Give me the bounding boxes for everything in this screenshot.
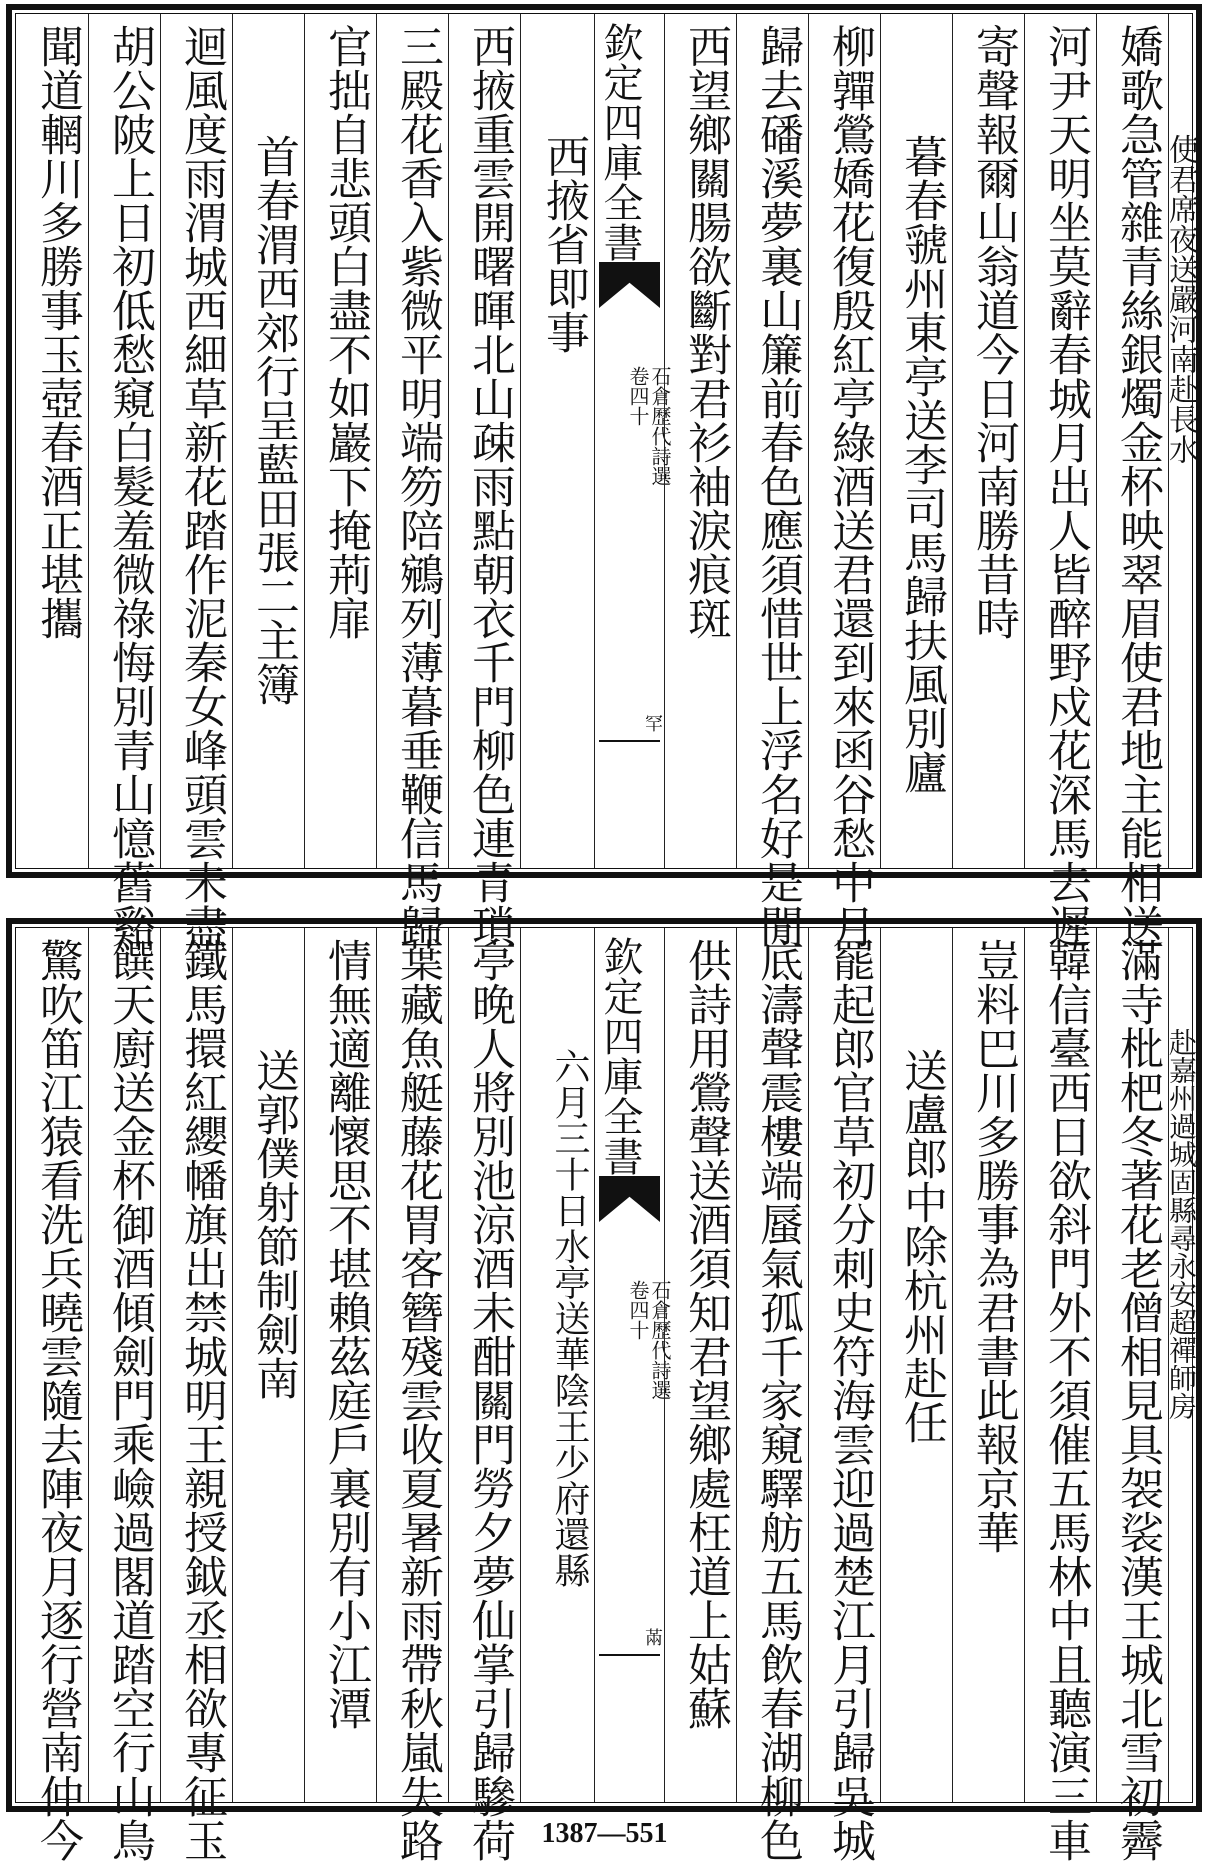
book-subtitle: 石倉歷代詩選 [648,366,672,486]
verse-line: 歸去磻溪夢裏山簾前春色應須惜世上浮名好是閒 [752,24,803,948]
text-column [880,928,952,1802]
fish-tail-mark [599,1176,660,1222]
text-column [520,928,594,1802]
top-page-frame [15,13,1198,948]
text-column [952,14,1024,868]
text-column [160,928,232,1862]
verse-line: 罷起郎官草初分刺史符海雲迎過楚江月引歸吳城 [824,938,875,1862]
verse-line: 三殿花香入紫微平明端笏陪鵷列薄暮垂鞭信馬歸 [392,24,443,948]
poem-title: 送盧郎中除杭州赴任 [896,1048,947,1444]
verse-line: 柳嚲鶯嬌花復殷紅亭綠酒送君還到來函谷愁中月 [824,24,875,948]
text-column [808,14,880,948]
text-column [160,14,232,948]
text-column [448,928,520,1862]
folio-number: 罕 [642,714,663,732]
poem-title: 送郭僕射節制劍南 [248,1048,299,1400]
verse-line: 葉藏魚艇藤花胃客簪殘雲收夏暑新雨帶秋嵐失路 [392,938,443,1862]
text-column [88,14,160,948]
page-number: 1387—551 [541,1818,668,1849]
juan-label: 卷四十 [626,1280,650,1340]
verse-line: 迴風度雨渭城西細草新花踏作泥秦女峰頭雲未盡 [176,24,227,948]
poem-title: 暮春虢州東亭送李司馬歸扶風別廬 [896,134,947,794]
text-column [16,14,88,868]
text-column [1024,928,1096,1862]
verse-line: 聞道輞川多勝事玉壺春酒正堪攜 [32,24,83,640]
verse-line: 河尹天明坐莫辭春城月出人皆醉野戍花深馬去遲 [1040,24,1091,948]
center-spine [594,928,672,1802]
verse-line: 寄聲報爾山翁道今日河南勝昔時 [968,24,1019,640]
poem-title: 赴嘉州過城固縣尋永安超禪師房 [1165,1028,1198,1420]
text-column [952,928,1024,1802]
text-column [1163,14,1202,868]
text-column [880,14,952,868]
verse-line: 供詩用鶯聲送酒須知君望鄉處枉道上姑蘇 [680,938,731,1730]
text-column [304,14,376,868]
verse-line: 嬌歌急管雜青絲銀燭金杯映翠眉使君地主能相送 [1112,24,1163,948]
fish-tail-line [599,740,660,742]
verse-line: 鐵馬擐紅纓幡旗出禁城明王親授鉞丞相欲專征玉 [176,938,227,1862]
folio-number: 㒼 [642,1628,663,1646]
poem-title: 使君席夜送嚴河南赴長水 [1163,134,1198,464]
verse-line: 胡公陂上日初低愁窺白髮羞微祿悔別青山憶舊谿 [104,24,155,948]
verse-line: 豈料巴川多勝事為君書此報京華 [968,938,1019,1554]
fish-tail-line [599,1654,660,1656]
poem-title: 西掖省即事 [538,134,589,354]
verse-line: 西望鄉關腸欲斷對君衫袖淚痕斑 [680,24,731,640]
poem-title: 六月三十日水亭送華陰王少府還縣 [549,1048,590,1588]
book-subtitle: 石倉歷代詩選 [648,1280,672,1400]
text-column [736,928,808,1862]
text-column [376,14,448,948]
fish-tail-mark [599,262,660,308]
text-column [232,928,304,1802]
text-column [304,928,376,1802]
book-title: 欽定四庫全書 [597,22,643,262]
juan-label: 卷四十 [626,366,650,426]
verse-line: 驚吹笛江猿看洗兵曉雲隨去陣夜月逐行營南仲今 [32,938,83,1862]
verse-line: 官拙自悲頭白盡不如巖下掩荊扉 [320,24,371,640]
text-column [664,14,736,868]
text-column [1096,928,1168,1862]
text-column [808,928,880,1862]
text-column [1165,928,1202,1802]
verse-line: 韓信臺西日欲斜門外不須催五馬林中且聽演三車 [1040,938,1091,1862]
text-column [88,928,160,1862]
verse-line: 滿寺枇杷冬著花老僧相見具袈裟漢王城北雪初霽 [1112,938,1163,1862]
verse-line: 亭晚人將別池涼酒未酣關門勞夕夢仙掌引歸驂荷 [464,938,515,1862]
text-column [1024,14,1096,948]
verse-line: 饌天廚送金杯御酒傾劍門乘嶮過閣道踏空行山鳥 [104,938,155,1862]
poem-title: 首春渭西郊行呈藍田張二主簿 [248,134,299,706]
verse-line: 情無適離懷思不堪賴茲庭戶裏別有小江潭 [320,938,371,1730]
text-column [736,14,808,948]
center-spine [594,14,672,868]
book-title: 欽定四庫全書 [597,936,643,1176]
text-column [520,14,594,868]
verse-line: 底濤聲震樓端蜃氣孤千家窺驛舫五馬飲春湖柳色 [752,938,803,1862]
text-column [376,928,448,1862]
text-column [16,928,88,1862]
verse-line: 西掖重雲開曙暉北山疎雨點朝衣千門柳色連青瑣 [464,24,515,948]
top-page-panel [6,4,1202,948]
text-column [664,928,736,1802]
text-column [448,14,520,948]
text-column [232,14,304,868]
